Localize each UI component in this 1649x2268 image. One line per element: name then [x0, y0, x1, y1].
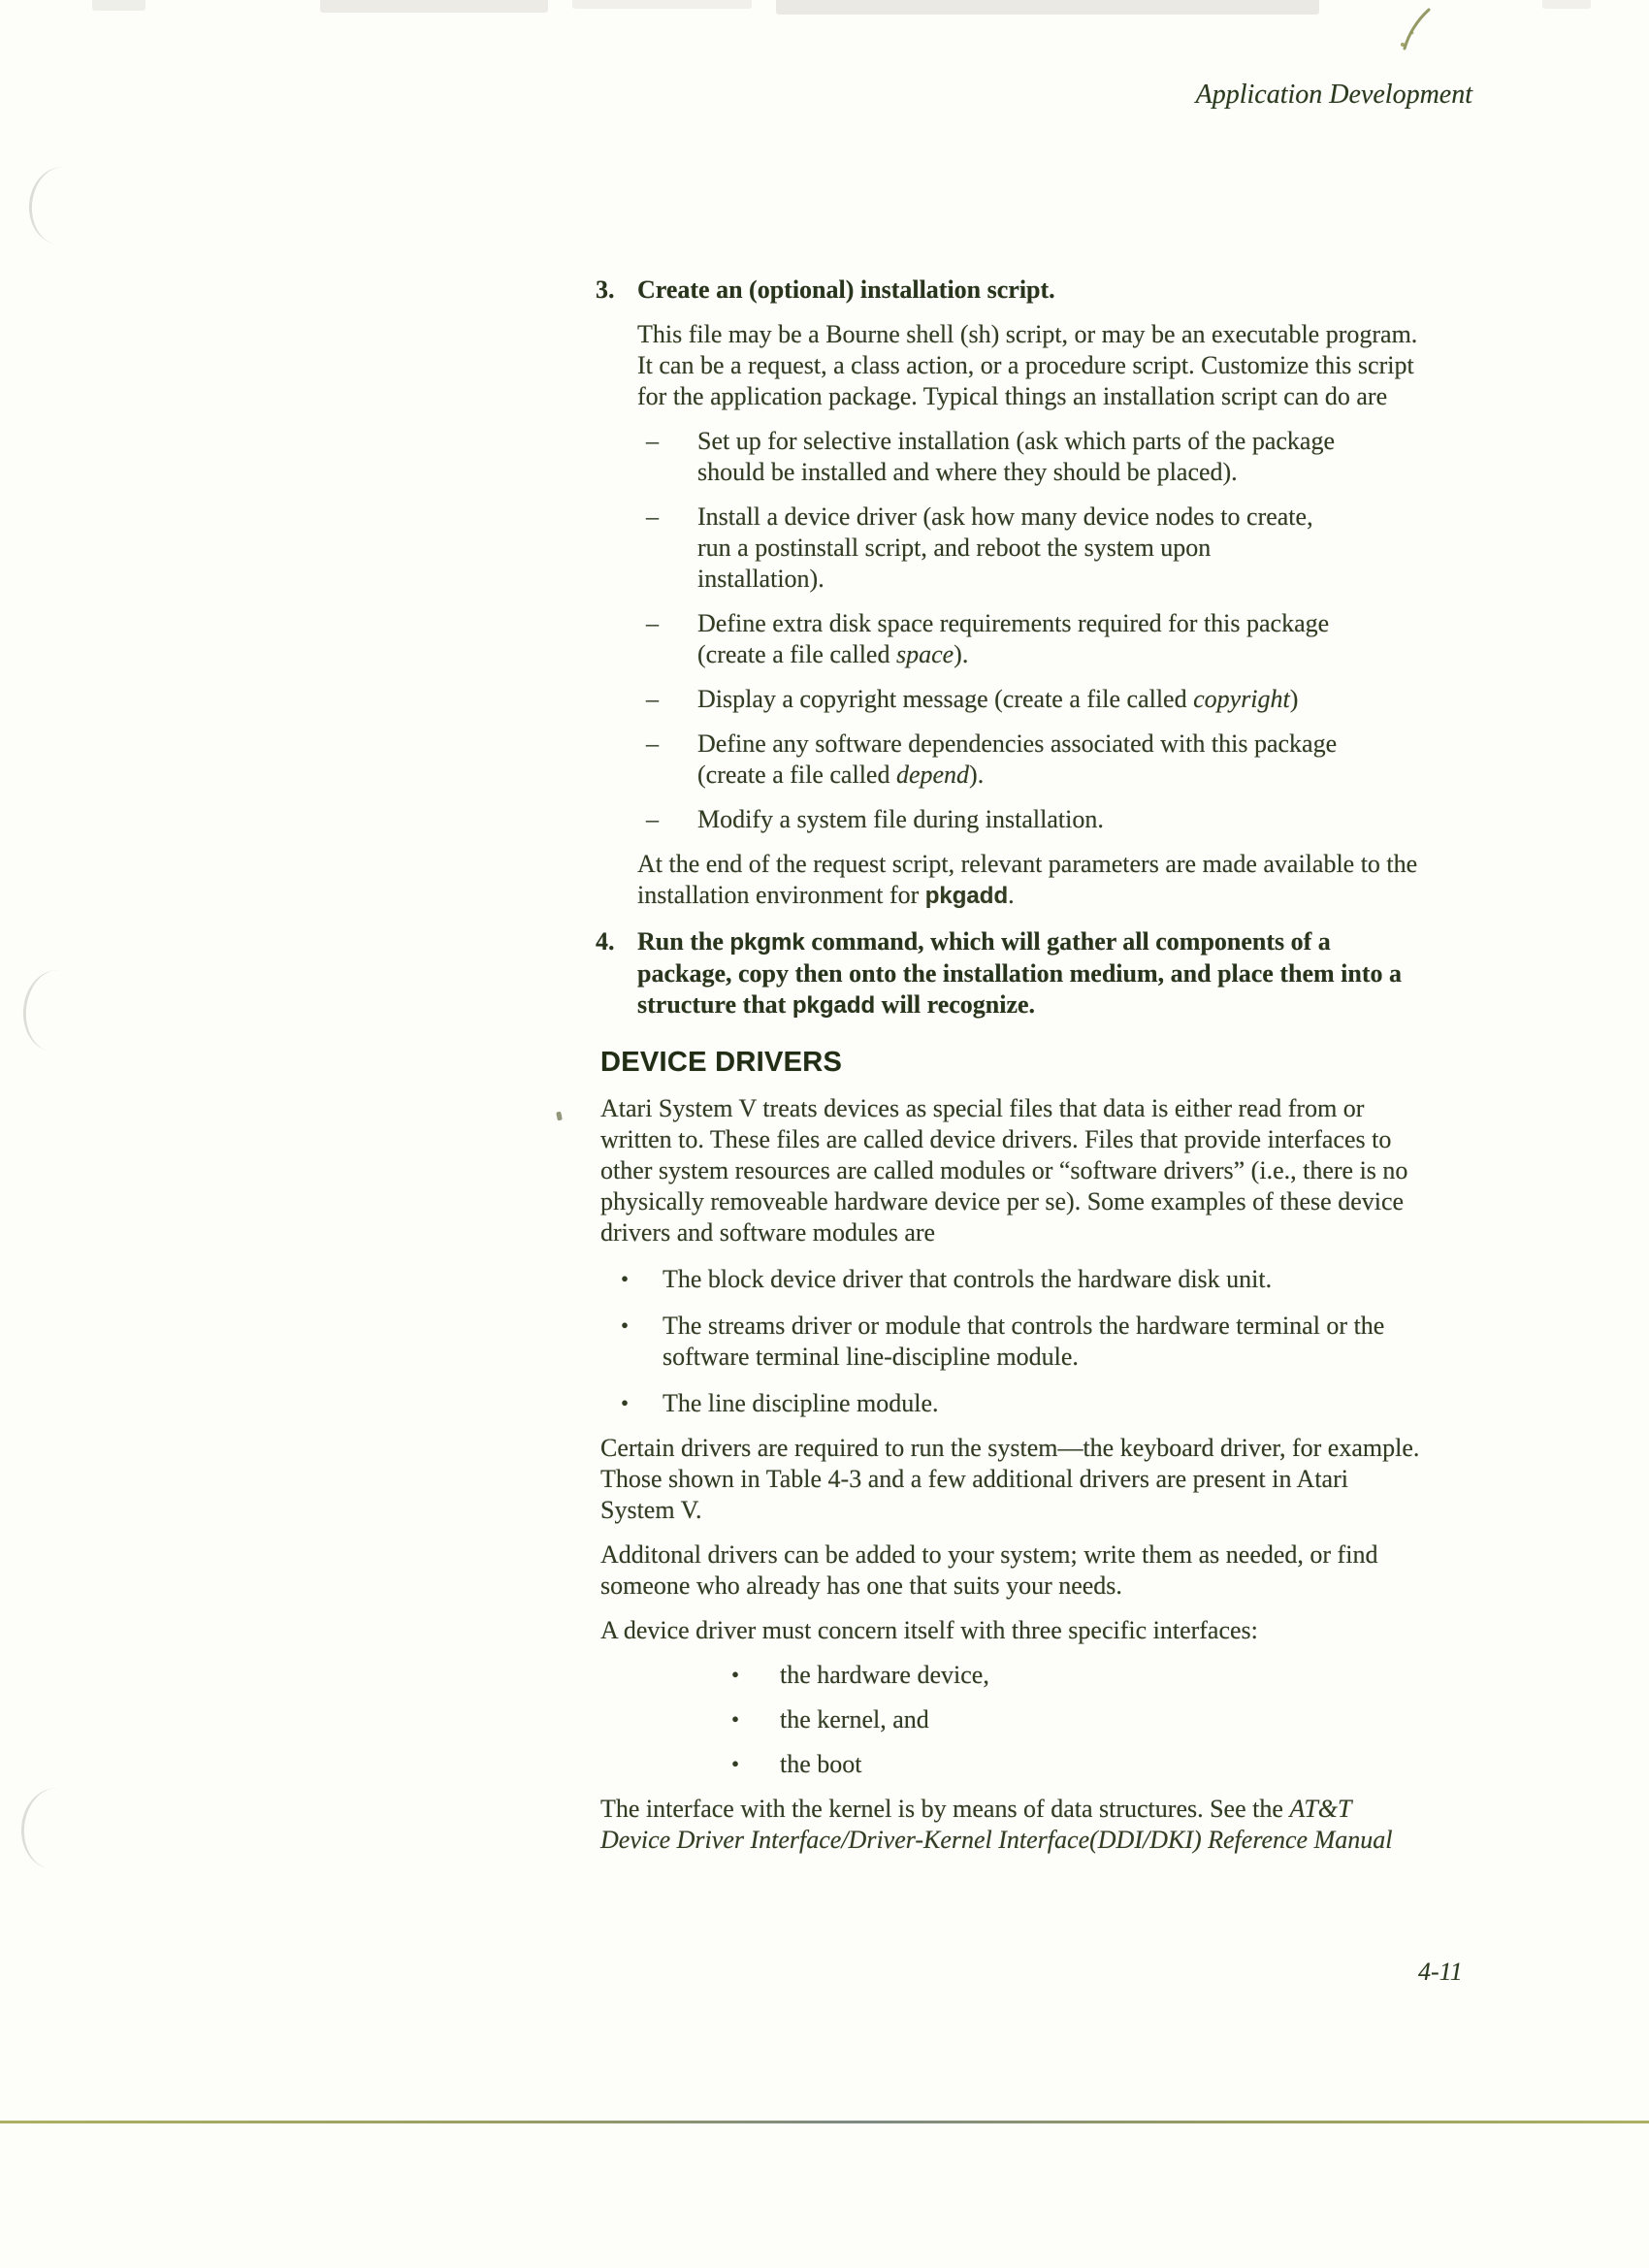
dash-marker: –	[646, 427, 659, 455]
page-content	[596, 275, 1488, 1856]
running-header: Application Development	[1195, 80, 1472, 110]
footer-rule	[0, 2121, 1649, 2123]
dash-marker: –	[646, 805, 659, 833]
dash-list-item	[637, 684, 1488, 715]
scan-edge-artifact	[572, 0, 752, 9]
scan-curl-artifact	[25, 164, 97, 247]
scan-dot-artifact	[556, 1112, 563, 1121]
dash-item-text: Install a device driver (ask how many device nodes to create, run a postinstall script, and reboot the system upon installation).	[697, 502, 1313, 593]
dash-item-text: Define extra disk space requirements required for this package (create a file called space).	[697, 609, 1330, 668]
scan-edge-artifact	[320, 0, 548, 13]
paragraph: At the end of the request script, relevant parameters are made available to the installation environment for pkgadd.	[637, 850, 1418, 909]
bullet-list-item	[600, 1311, 1488, 1373]
numbered-item-3	[596, 275, 1488, 912]
scan-edge-artifact	[1542, 0, 1591, 9]
bullet-list-item	[600, 1264, 1488, 1295]
bullet-marker: •	[621, 1391, 630, 1415]
section-device-drivers	[600, 1093, 1488, 1856]
bullet-marker: •	[621, 1313, 630, 1338]
dash-list-item	[637, 608, 1488, 670]
bullet-marker: •	[621, 1267, 630, 1291]
paragraph: Certain drivers are required to run the system—the keyboard driver, for example. Those shown in Table 4-3 and a few additional drivers are present in Atari System V.	[600, 1434, 1420, 1524]
dash-marker: –	[646, 609, 659, 637]
paragraph: A device driver must concern itself with three specific interfaces:	[600, 1616, 1258, 1644]
dash-item-text: Modify a system file during installation.	[697, 805, 1104, 833]
item-body	[637, 275, 1488, 912]
dash-item-text: Display a copyright message (create a file called copyright)	[697, 685, 1299, 713]
inner-bullet-text: the hardware device,	[780, 1661, 989, 1689]
bullet-marker: •	[731, 1707, 740, 1732]
section-heading: DEVICE DRIVERS	[600, 1047, 843, 1078]
item-number: 3.	[596, 275, 615, 304]
dash-marker: –	[646, 685, 659, 713]
page-number: 4-11	[1418, 1958, 1463, 1986]
scan-curl-artifact	[17, 1785, 93, 1873]
inner-bullet-item	[731, 1749, 1488, 1780]
dash-list-item	[637, 729, 1488, 791]
bullet-item-text: The streams driver or module that controls the hardware terminal or the software terminal line-discipline module.	[663, 1312, 1385, 1371]
bullet-marker: •	[731, 1663, 740, 1687]
dash-list-item	[637, 426, 1488, 488]
bullet-item-text: The block device driver that controls the hardware disk unit.	[663, 1265, 1273, 1293]
item-body: Run the pkgmk command, which will gather all components of a package, copy then onto the installation medium, and place them into a structure that pkgadd will recognize.	[637, 927, 1402, 1019]
scan-curl-artifact	[19, 967, 91, 1054]
paragraph: Atari System V treats devices as special files that data is either read from or written to. These files are called device drivers. Files that provide interfaces to other system resources are called modules or “software drivers” (i.e., there is no physically removeable hardware device per se). Some examples of these device drivers and software modules are	[600, 1094, 1408, 1247]
bullet-list-item	[600, 1388, 1488, 1419]
dash-list-item	[637, 502, 1488, 595]
dash-list-item	[637, 804, 1488, 835]
dash-item-text: Set up for selective installation (ask which parts of the package should be installed and where they should be placed).	[697, 427, 1336, 486]
scan-edge-artifact	[776, 0, 1319, 15]
dash-item-text: Define any software dependencies associated with this package (create a file called depend).	[697, 729, 1338, 789]
numbered-item-4	[596, 926, 1488, 1021]
inner-bullet-item	[731, 1660, 1488, 1691]
bullet-item-text: The line discipline module.	[663, 1389, 939, 1417]
paragraph: Additonal drivers can be added to your system; write them as needed, or find someone who already has one that suits your needs.	[600, 1540, 1378, 1600]
item-title: Create an (optional) installation script.	[637, 275, 1055, 304]
item-number: 4.	[596, 927, 615, 956]
bullet-marker: •	[731, 1752, 740, 1776]
inner-bullet-item	[731, 1704, 1488, 1735]
scan-edge-artifact	[92, 0, 146, 11]
paragraph: This file may be a Bourne shell (sh) script, or may be an executable program. It can be a request, a class action, or a procedure script. Customize this script for the application package. Typical things an installation script can do are	[637, 320, 1418, 410]
closing-paragraph: The interface with the kernel is by means of data structures. See the AT&T Device Driver Interface/Driver-Kernel Interface(DDI/DKI) Reference Manual	[600, 1795, 1393, 1854]
dash-marker: –	[646, 729, 659, 758]
inner-bullet-text: the boot	[780, 1750, 862, 1778]
pen-mark-artifact	[1397, 6, 1436, 57]
inner-bullet-text: the kernel, and	[780, 1705, 929, 1733]
dash-marker: –	[646, 502, 659, 531]
